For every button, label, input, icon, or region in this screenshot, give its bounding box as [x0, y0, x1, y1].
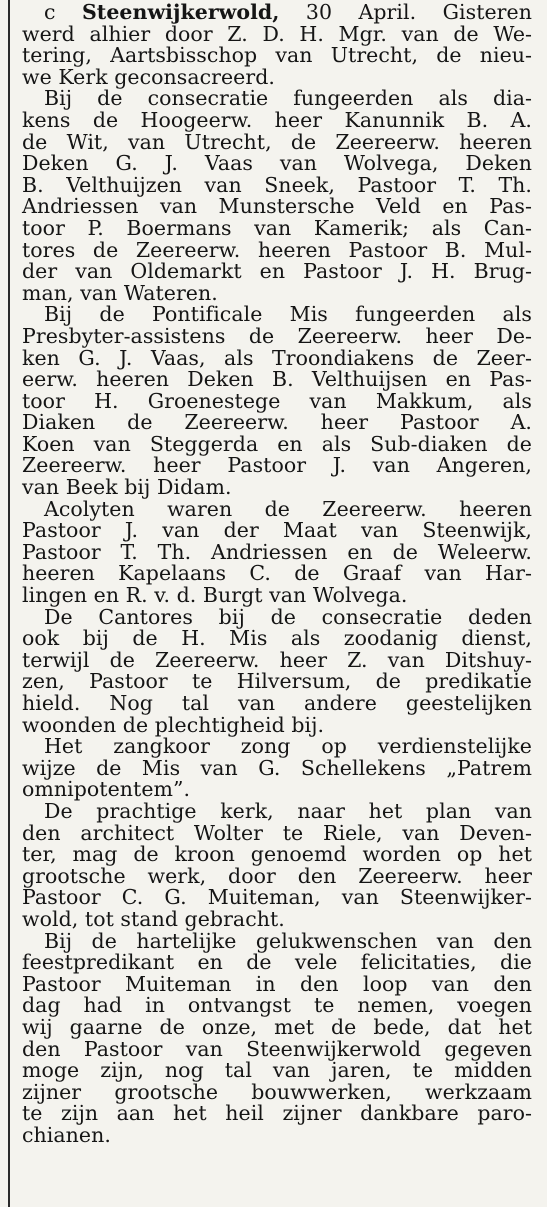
- article-paragraph-2: [22, 88, 532, 304]
- article-line: Koen van Steggerda en als Sub-diaken de: [22, 431, 532, 456]
- article-line: Het zangkoor zong op verdienstelijke: [44, 734, 532, 759]
- article-line: Andriessen van Munstersche Veld en Pas-: [22, 194, 532, 219]
- article-line: De prachtige kerk, naar het plan van: [44, 798, 532, 823]
- article-line: Pastoor T. Th. Andriessen en de Weleerw.: [22, 539, 532, 564]
- dateline-prefix: c: [44, 0, 82, 24]
- column-rule: [8, 0, 10, 1207]
- article-line: Deken G. J. Vaas van Wolvega, Deken: [22, 151, 532, 176]
- article-line: Acolyten waren de Zeereerw. heeren: [44, 496, 532, 521]
- article-paragraph-3: [22, 304, 532, 498]
- article-line: chianen.: [22, 1122, 111, 1147]
- article-line: Zeereerw. heer Pastoor J. van Angeren,: [22, 453, 532, 478]
- article-line: B. Velthuijzen van Sneek, Pastoor T. Th.: [22, 172, 532, 197]
- article-line: zijner grootsche bouwwerken, werkzaam: [22, 1079, 532, 1104]
- article-line: we Kerk geconsacreerd.: [22, 64, 275, 89]
- article-line: De Cantores bij de consecratie deden: [44, 604, 532, 629]
- article-body: [22, 88, 532, 1146]
- article-line: zen, Pastoor te Hilversum, de predikatie: [22, 669, 532, 694]
- article-line: tores de Zeereerw. heeren Pastoor B. Mul-: [22, 237, 532, 262]
- article-line: heeren Kapelaans C. de Graaf van Har-: [22, 561, 532, 586]
- article-line: hield. Nog tal van andere geestelijken: [22, 691, 532, 715]
- article-line: Bij de Pontificale Mis fungeerden als: [44, 302, 532, 327]
- news-article: [22, 2, 532, 1146]
- article-line: ken G. J. Vaas, als Troondiakens de Zeer-: [22, 345, 532, 370]
- article-line: man, van Wateren.: [22, 280, 218, 305]
- article-line: te zijn aan het heil zijner dankbare paro-: [22, 1101, 532, 1126]
- article-line: werd alhier door Z. D. H. Mgr. van de We-: [22, 21, 532, 46]
- article-line: moge zijn, nog tal van jaren, te midden: [22, 1058, 532, 1083]
- article-line: toor H. Groenestege van Makkum, als: [22, 388, 532, 413]
- article-line: tering, Aartsbisschop van Utrecht, de nieu-: [22, 43, 532, 68]
- article-line: grootsche werk, door den Zeereerw. heer: [22, 863, 532, 888]
- article-line: wijze de Mis van G. Schellekens „Patrem: [22, 755, 532, 780]
- article-line: Diaken de Zeereerw. heer Pastoor A.: [22, 410, 532, 435]
- article-line: van Beek bij Didam.: [22, 475, 232, 500]
- article-line: Pastoor C. G. Muiteman, van Steenwijker-: [22, 885, 532, 910]
- article-paragraph-8: [22, 928, 532, 1147]
- article-line: Bij de consecratie fungeerden als dia-: [44, 86, 532, 111]
- article-line: Pastoor Muiteman in den loop van den: [22, 971, 532, 996]
- article-line: lingen en R. v. d. Burgt van Wolvega.: [22, 583, 408, 608]
- article-line: [22, 2, 532, 24]
- article-line-text: Gisteren: [416, 0, 532, 24]
- article-line: Pastoor J. van der Maat van Steenwijk,: [22, 518, 532, 543]
- article-line: ook bij de H. Mis als zoodanig dienst,: [22, 626, 532, 651]
- article-line: dag had in ontvangst te nemen, voegen: [22, 993, 532, 1018]
- article-line: den Pastoor van Steenwijkerwold gegeven: [22, 1036, 532, 1061]
- article-paragraph-6: [22, 736, 532, 801]
- next-article-cut-off: [22, 1196, 532, 1207]
- article-line: der van Oldemarkt en Pastoor J. H. Brug-: [22, 259, 532, 284]
- dateline-place: Steenwijkerwold,: [81, 0, 280, 24]
- article-line: ter, mag de kroon genoemd worden op het: [22, 842, 532, 867]
- article-paragraph-1: [22, 2, 532, 88]
- article-paragraph-7: [22, 798, 532, 931]
- article-paragraph-5: [22, 604, 532, 737]
- article-line: wij gaarne de onze, met de bede, dat het: [22, 1014, 532, 1039]
- article-line: omnipotentem”.: [22, 777, 191, 802]
- article-line: Presbyter-assistens de Zeereerw. heer De-: [22, 323, 532, 348]
- article-line: toor P. Boermans van Kamerik; als Can-: [22, 215, 532, 240]
- article-line: woonden de plechtigheid bij.: [22, 712, 325, 737]
- article-line: terwijl de Zeereerw. heer Z. van Ditshuy-: [22, 647, 532, 672]
- article-line: feestpredikant en de vele felicitaties, die: [22, 950, 532, 975]
- article-line: eerw. heeren Deken B. Velthuijsen en Pas-: [22, 367, 532, 392]
- article-paragraph-4: [22, 496, 532, 608]
- dateline-date: 30 April.: [279, 0, 417, 24]
- article-line: de Wit, van Utrecht, de Zeereerw. heeren: [22, 129, 532, 154]
- article-line: kens de Hoogeerw. heer Kanunnik B. A.: [22, 107, 532, 132]
- article-line: den architect Wolter te Riele, van Deven-: [22, 820, 532, 845]
- article-line: Bij de hartelijke gelukwenschen van den: [44, 928, 532, 953]
- article-line: wold, tot stand gebracht.: [22, 906, 285, 931]
